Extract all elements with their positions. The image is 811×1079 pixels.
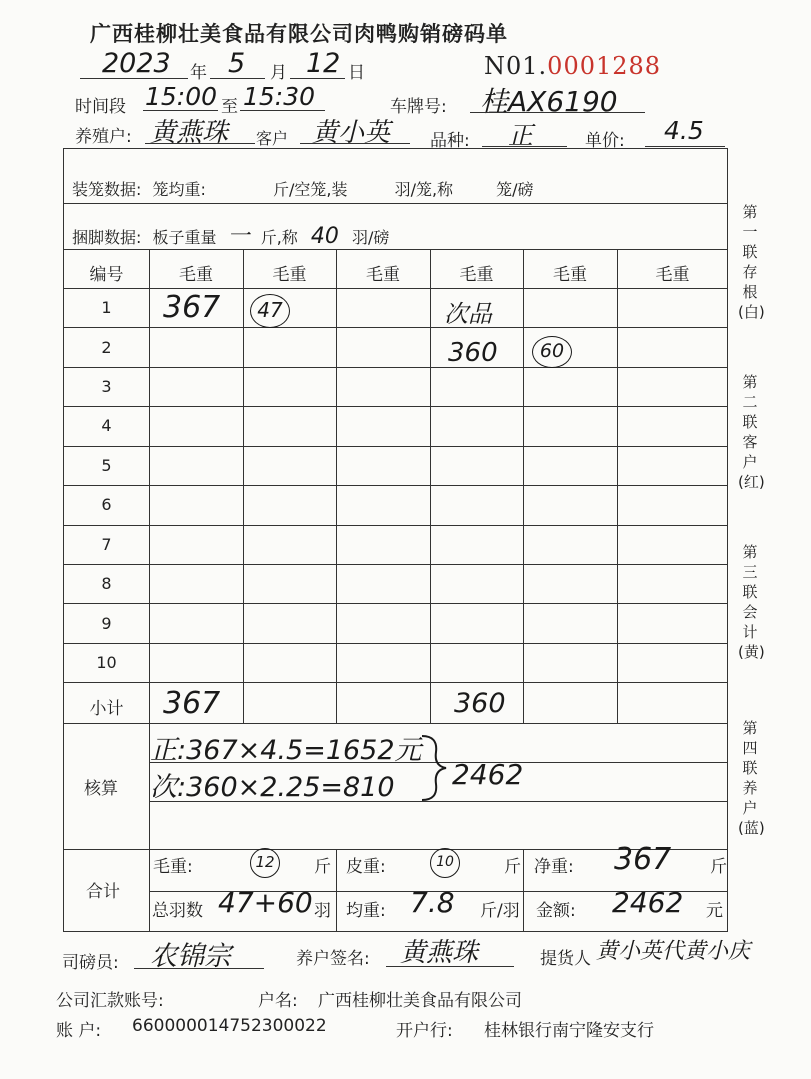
time-from-underline <box>143 110 218 111</box>
time-to-underline <box>240 110 325 111</box>
variety-label: 品种: <box>430 131 470 151</box>
calc-line2: 次:360×2.25=810 <box>150 772 395 803</box>
cell-r1-c1: 367 <box>163 290 221 325</box>
unit-price-label: 单价: <box>585 131 625 151</box>
grid-line <box>64 203 727 204</box>
gross-unit: 斤 <box>314 857 331 877</box>
copy-label-4: 第四联养户(蓝) <box>738 719 765 837</box>
grid-line <box>64 288 727 289</box>
grid-col-line <box>523 249 524 723</box>
plate-value: 桂AX6190 <box>480 85 618 118</box>
tie-board-weight: 一 <box>227 224 250 249</box>
row-number: 5 <box>101 456 112 475</box>
cell-r1-c2: 47 <box>250 294 290 328</box>
customer-value: 黄小英 <box>312 118 391 148</box>
serial-number <box>484 52 661 80</box>
farmer-sign-value: 黄燕珠 <box>400 938 479 968</box>
grid-col-line <box>430 249 431 723</box>
date-month-underline <box>210 78 265 79</box>
net-label: 净重: <box>534 857 574 877</box>
cage-row <box>72 177 534 200</box>
col-header-id: 编号 <box>89 265 124 285</box>
cage-label: 装笼数据: <box>72 180 142 199</box>
col-header-gross-2: 毛重 <box>272 265 307 285</box>
cage-text2: 斤/空笼,装 <box>273 180 348 199</box>
calc-total: 2462 <box>452 758 524 791</box>
farmer-sign-underline <box>386 966 514 967</box>
customer-underline <box>300 143 410 144</box>
date-day: 12 <box>306 48 341 79</box>
document-title: 广西桂柳壮美食品有限公司肉鸭购销磅码单 <box>90 22 508 46</box>
cell-r2-c4: 360 <box>448 338 498 368</box>
tie-text1: 板子重量 <box>152 228 217 247</box>
row-number: 10 <box>96 653 117 672</box>
total-label: 合计 <box>86 882 120 902</box>
date-month-unit: 月 <box>270 63 287 83</box>
grid-line <box>64 406 727 407</box>
amount-label: 金额: <box>536 901 576 921</box>
date-year-unit: 年 <box>190 63 207 83</box>
farmer-underline <box>145 143 255 144</box>
date-day-underline <box>290 78 345 79</box>
grid-line <box>64 564 727 565</box>
variety-underline <box>482 146 567 147</box>
tie-text3: 羽/磅 <box>352 228 390 247</box>
account-name-label: 户名: <box>258 991 298 1011</box>
tare-value: 10 <box>430 848 460 878</box>
grid-line <box>64 327 727 328</box>
time-to: 15:30 <box>243 82 316 111</box>
gross-label: 毛重: <box>153 857 193 877</box>
cell-r2-c5: 60 <box>532 336 572 368</box>
grid-line <box>64 643 727 644</box>
gross-value: 12 <box>250 848 280 878</box>
row-number: 3 <box>101 377 112 396</box>
subtotal-label: 小计 <box>89 699 124 719</box>
amount-value: 2462 <box>612 886 684 919</box>
remit-label: 公司汇款账号: <box>56 991 164 1011</box>
time-separator: 至 <box>221 97 238 117</box>
tie-label: 捆脚数据: <box>72 228 142 247</box>
unit-price-value: 4.5 <box>664 116 704 145</box>
calc-brace-icon <box>418 732 452 804</box>
variety-value: 正 <box>508 121 534 150</box>
grid-col-line <box>336 849 337 931</box>
copy-label-3: 第三联会计(黄) <box>738 543 765 661</box>
pickup-value: 黄小英代黄小庆 <box>596 939 751 964</box>
cage-text4: 笼/磅 <box>496 180 534 199</box>
grid-col-line <box>336 249 337 723</box>
date-year: 2023 <box>102 48 171 79</box>
count-unit: 羽 <box>314 901 331 921</box>
avg-unit: 斤/羽 <box>480 901 520 921</box>
date-month: 5 <box>228 48 246 79</box>
tie-per-weigh: 40 <box>310 224 339 249</box>
net-unit: 斤 <box>710 857 727 877</box>
subtotal-c1: 367 <box>163 686 221 721</box>
weigher-underline <box>134 968 264 969</box>
grid-col-line <box>523 849 524 931</box>
copy-label-2: 第二联客户(红) <box>738 373 765 491</box>
col-header-gross-4: 毛重 <box>459 265 494 285</box>
plate-label: 车牌号: <box>390 97 447 117</box>
cage-text3: 羽/笼,称 <box>394 180 454 199</box>
plate-underline <box>470 112 645 113</box>
row-number: 9 <box>101 614 112 633</box>
row-number: 6 <box>101 495 112 514</box>
row-number: 8 <box>101 574 112 593</box>
net-value: 367 <box>614 842 672 877</box>
serial-prefix: N01. <box>484 52 548 80</box>
tare-label: 皮重: <box>346 857 386 877</box>
col-header-gross-1: 毛重 <box>179 265 213 285</box>
count-label: 总羽数 <box>152 901 203 921</box>
cage-text1: 笼均重: <box>152 180 206 199</box>
cell-r1-c4: 次品 <box>444 300 492 328</box>
grid-line <box>64 446 727 447</box>
grid-line <box>64 723 727 724</box>
time-from: 15:00 <box>145 82 218 111</box>
grid-line <box>64 682 727 683</box>
row-number: 7 <box>101 535 112 554</box>
col-header-gross-5: 毛重 <box>553 265 587 285</box>
subtotal-c4: 360 <box>454 688 506 719</box>
account-number: 660000014752300022 <box>132 1016 327 1036</box>
farmer-label: 养殖户: <box>75 127 132 147</box>
tie-text2: 斤,称 <box>260 228 298 247</box>
tare-unit: 斤 <box>504 857 521 877</box>
weigher-value: 农锦宗 <box>150 941 231 972</box>
grid-line <box>64 525 727 526</box>
customer-label: 客户 <box>256 129 289 148</box>
grid-line <box>64 367 727 368</box>
amount-unit: 元 <box>706 901 723 921</box>
avg-value: 7.8 <box>410 886 455 919</box>
account-label: 账 户: <box>56 1021 102 1041</box>
avg-label: 均重: <box>346 901 386 921</box>
bank-name: 桂林银行南宁隆安支行 <box>484 1021 654 1041</box>
weigher-label: 司磅员: <box>62 953 119 973</box>
grid-col-line <box>617 249 618 723</box>
serial-digits: 0001288 <box>547 52 662 80</box>
grid-line <box>64 485 727 486</box>
time-label: 时间段 <box>75 97 126 117</box>
copy-label-1: 第一联存根(白) <box>738 203 765 321</box>
grid-col-line <box>243 249 244 723</box>
row-number: 1 <box>101 298 112 317</box>
date-year-underline <box>80 78 188 79</box>
farmer-sign-label: 养户签名: <box>296 949 370 969</box>
tie-row <box>72 219 389 250</box>
calc-label: 核算 <box>84 779 118 799</box>
col-header-gross-3: 毛重 <box>366 265 400 285</box>
grid-col-line <box>149 249 150 723</box>
unit-price-underline <box>645 146 725 147</box>
pickup-label: 提货人 <box>540 949 591 969</box>
bank-label: 开户行: <box>396 1021 453 1041</box>
row-number: 4 <box>101 416 112 435</box>
account-name: 广西桂柳壮美食品有限公司 <box>318 991 522 1011</box>
row-number: 2 <box>101 338 112 357</box>
count-value: 47+60 <box>218 886 313 919</box>
grid-line <box>64 603 727 604</box>
calc-line1: 正:367×4.5=1652元 <box>150 735 422 766</box>
farmer-value: 黄燕珠 <box>150 118 229 148</box>
col-header-gross-6: 毛重 <box>655 265 690 285</box>
date-day-unit: 日 <box>348 63 365 83</box>
